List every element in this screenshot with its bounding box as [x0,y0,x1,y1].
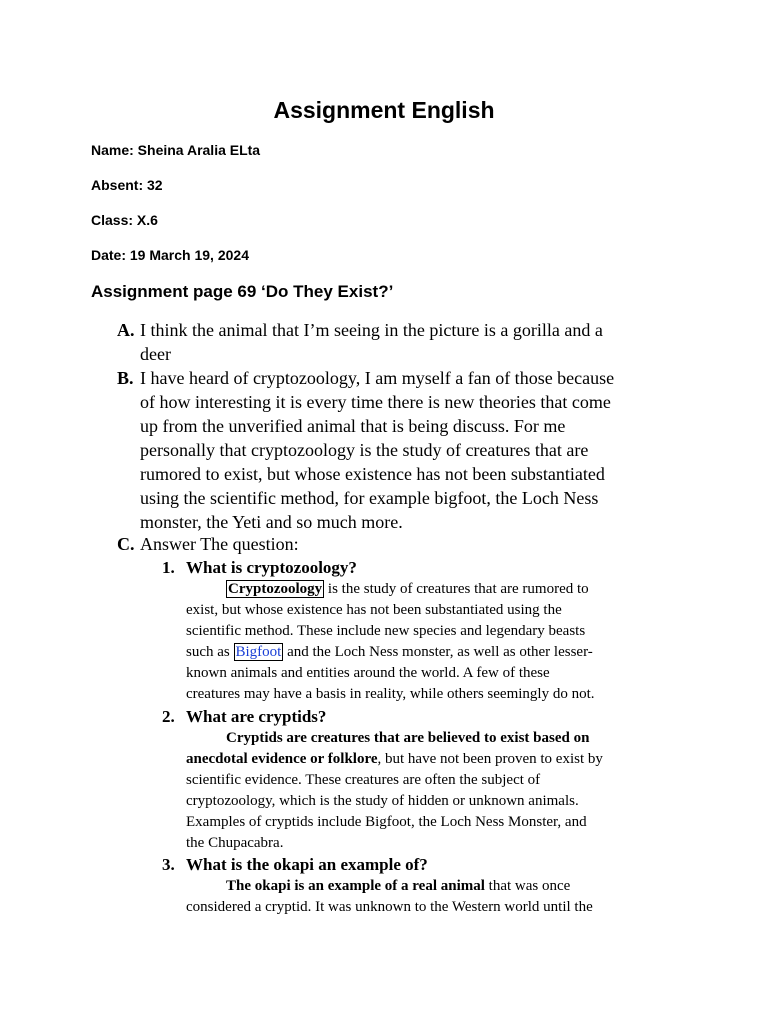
answer-paragraph-3: The okapi is an example of a real animal that was once considered a cryptid. It was unknown to the Western world until the [186,878,593,915]
question-title: What are cryptids? [186,707,327,726]
question-number: 3. [162,855,175,874]
list-text: I think the animal that I’m seeing in the picture is a gorilla and a deer [140,320,603,364]
question-number: 2. [162,707,175,726]
list-letter: C. [117,534,135,554]
student-name: Name: Sheina Aralia ELta [91,142,261,158]
list-text: Answer The question: [140,534,299,554]
class-label: Class: X.6 [91,212,158,228]
answer-paragraph-2: Cryptids are creatures that are believed to exist based on anecdotal evidence or folklore, but have not been proven to exist by scientific evidence. These creatures are often the subject of cryptozoology, which is the study of hidden or unknown animals. Examples of cryptids include Bigfoot, the Loch Ness Monster, and the Chupacabra. [186,730,603,851]
question-title: What is the okapi an example of? [186,855,428,874]
date-label: Date: 19 March 19, 2024 [91,247,249,263]
term-cryptozoology: Cryptozoology [228,581,323,597]
answer-paragraph-1: Cryptozoology is the study of creatures that are rumored to exist, but whose existence has not been substantiated using the scientific method. These include new species and legendary beasts such as Bigfoot and the Loch Ness monster, as well as other lesser- known animals and entities around the world. A few of these creatures may have a basis in reality, while others seemingly do not. [186,581,595,702]
question-title: What is cryptozoology? [186,558,357,577]
bigfoot-link[interactable]: Bigfoot [235,644,282,660]
document-title: Assignment English [273,97,495,123]
assignment-heading: Assignment page 69 ‘Do They Exist?’ [91,282,394,301]
question-number: 1. [162,558,175,577]
absent-number: Absent: 32 [91,177,163,193]
list-text: I have heard of cryptozoology, I am myself a fan of those because of how interesting it is every time there is new theories that come up from the unverified animal that is being discuss. For me personally that cryptozoology is the study of creatures that are rumored to exist, but whose existence has not been substantiated using the scientific method, for example bigfoot, the Loch Ness monster, the Yeti and so much more. [140,368,615,532]
list-letter: B. [117,368,134,388]
list-letter: A. [117,320,135,340]
